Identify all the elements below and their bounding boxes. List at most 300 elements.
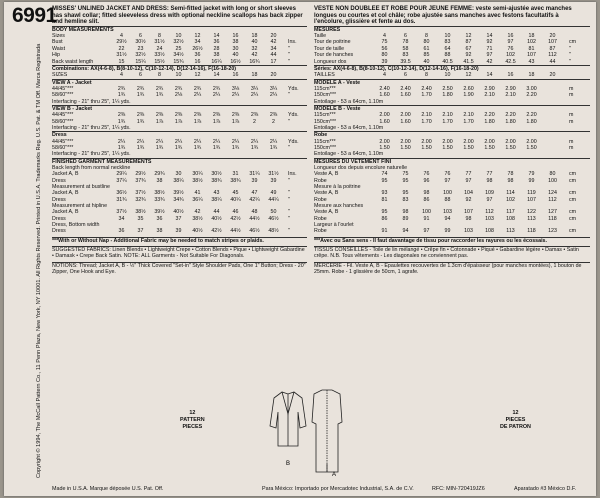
cell-value: 35: [137, 215, 144, 222]
cell-value: 8: [158, 33, 161, 40]
table-row: [314, 105, 590, 112]
french-fabrics: TISSUS CONSEILLES - Toile de lin mélangé • Crêpe fin • Cotonnade • Piqué • Gabardine légère • Damas • Satin crêpe. N.B. Tous vêtements - Les diagonales ne conviennent pas.: [314, 246, 590, 260]
cell-value: 16: [507, 72, 514, 79]
cell-value: 2.00: [484, 138, 495, 145]
unit-label: ": [569, 52, 571, 59]
cell-value: 2.00: [379, 138, 390, 145]
cell-value: 36: [118, 228, 125, 235]
cell-value: 37: [175, 215, 182, 222]
cell-value: 40¼: [230, 196, 241, 203]
unit-label: ": [288, 228, 290, 235]
cell-value: 36: [194, 52, 201, 59]
row-label: 58/60"***: [52, 144, 74, 151]
cell-value: 34¾: [173, 196, 184, 203]
row-label: Séries: AX(4-6-8), B(8-10-12), C(10-12-14), D(12-14-16), F(16-18-20): [314, 65, 479, 72]
cell-value: 1.60: [379, 92, 390, 99]
cell-value: 30½: [135, 39, 146, 46]
cell-value: 97: [423, 228, 430, 235]
cell-value: 97: [507, 39, 514, 46]
cell-value: 1.80: [505, 118, 516, 125]
unit-label: cm: [569, 228, 577, 235]
cell-value: 33½: [154, 52, 165, 59]
cell-value: 44: [549, 58, 556, 65]
cell-value: 100: [443, 190, 452, 197]
cell-value: 97: [465, 177, 472, 184]
cell-value: 14: [213, 72, 220, 79]
cell-value: 100: [548, 177, 557, 184]
unit-label: ": [288, 144, 290, 151]
cell-value: 1¾: [136, 144, 145, 151]
english-suggested-fabrics: SUGGESTED FABRICS: Linen Blends • Lightweight Crepe • Cotton Blends • Pique • Lightweight Gabardine • Damask • Crepe Back Satin. NOTE: ALL Garments - Not Suitable For Diagonals.: [52, 246, 307, 260]
row-label: 58/60"***: [52, 92, 74, 99]
row-label: Largeur à l'ourlet: [314, 222, 354, 229]
cell-value: 2¾: [117, 85, 126, 92]
cell-value: 1.60: [400, 92, 411, 99]
unit-label: ": [288, 177, 290, 184]
cell-value: 2.00: [400, 112, 411, 119]
cell-value: 2⅜: [231, 112, 240, 119]
cell-value: 38: [232, 39, 239, 46]
row-label: Dress: [52, 177, 66, 184]
table-row: [52, 26, 307, 33]
cell-value: 86: [381, 215, 388, 222]
cell-value: 124: [548, 190, 557, 197]
unit-label: ": [288, 196, 290, 203]
cell-value: 1.50: [526, 144, 537, 151]
cell-value: 98: [465, 215, 472, 222]
cell-value: 2.50: [442, 85, 453, 92]
row-label: MODELE B - Veste: [314, 105, 361, 112]
cell-value: 31½: [154, 39, 165, 46]
row-label: MESURES: [314, 26, 341, 33]
cell-value: 39½: [173, 190, 184, 197]
cell-value: 1⅞: [231, 118, 240, 125]
cell-value: 81: [381, 196, 388, 203]
cell-value: 45: [232, 190, 239, 197]
cell-value: 44: [270, 52, 277, 59]
cell-value: 83: [444, 39, 451, 46]
cell-value: 16: [507, 33, 514, 40]
row-label: Taille: [314, 33, 327, 40]
cell-value: 41.5: [463, 58, 474, 65]
table-row: [314, 79, 590, 86]
cell-value: 1.50: [421, 144, 432, 151]
cell-value: 102: [506, 196, 515, 203]
row-label: Tour de hanches: [314, 52, 354, 59]
cell-value: 16: [194, 58, 201, 65]
pieces-word-2-fr: DE PATRON: [500, 424, 531, 430]
cell-value: 2.10: [463, 112, 474, 119]
cell-value: 2.10: [505, 92, 516, 99]
cell-value: 6: [139, 72, 142, 79]
mexico-address-footer: Aparatado #3 México D.F.: [514, 486, 577, 492]
cell-value: 97: [444, 177, 451, 184]
cell-value: 94: [444, 215, 451, 222]
table-row: [52, 228, 307, 234]
cell-value: 2⅜: [250, 112, 259, 119]
french-section: [314, 6, 590, 276]
table-row: [314, 131, 590, 138]
cell-value: 30: [232, 45, 239, 52]
french-title: VESTE NON DOUBLEE ET ROBE POUR JEUNE FEMME: veste semi-ajustée avec manches longues ou courtes et col châle; robe ajustée sans manches avec festons facultatifs à l'encolure, glissière et fente au dos.: [314, 6, 572, 26]
cell-value: 2.00: [379, 112, 390, 119]
unit-label: ": [288, 215, 290, 222]
row-label: Dress: [52, 196, 66, 203]
unit-label: m: [569, 85, 574, 92]
cell-value: 1¾: [117, 144, 126, 151]
cell-value: 88: [444, 52, 451, 59]
cell-value: 15¼: [135, 58, 146, 65]
unit-label: m: [569, 92, 574, 99]
cell-value: 108: [485, 228, 494, 235]
cell-value: 40: [251, 39, 258, 46]
unit-label: cm: [569, 177, 577, 184]
cell-value: 14: [486, 72, 493, 79]
cell-value: 2⅜: [117, 112, 126, 119]
cell-value: 32½: [173, 39, 184, 46]
cell-value: 42: [270, 39, 277, 46]
row-label: Sizes: [52, 33, 65, 40]
cell-value: 2: [253, 118, 256, 125]
cell-value: 61: [423, 45, 430, 52]
unit-label: m: [569, 112, 574, 119]
cell-value: 2¼: [231, 138, 240, 145]
cell-value: 39: [270, 177, 277, 184]
cell-value: 6: [404, 72, 407, 79]
cell-value: 48: [251, 209, 258, 216]
cell-value: 46½: [249, 228, 260, 235]
cell-value: 76: [423, 171, 430, 178]
cell-value: 118: [548, 215, 557, 222]
cell-value: 17: [270, 58, 277, 65]
cell-value: 12: [194, 33, 201, 40]
cell-value: 38: [156, 228, 163, 235]
cell-value: 1.50: [463, 144, 474, 151]
cell-value: 38½: [192, 215, 203, 222]
row-label: Veste A, B: [314, 209, 339, 216]
cell-value: 1.70: [421, 118, 432, 125]
rfc-footer: RFC: MIN-720419JZ6: [432, 486, 485, 492]
cell-value: 1¾: [155, 92, 164, 99]
cell-value: 95: [381, 209, 388, 216]
cell-value: 1¾: [193, 144, 202, 151]
cell-value: 2¼: [269, 92, 278, 99]
row-label: 58/60"***: [52, 118, 74, 125]
english-footer: Made in U.S.A. Marque déposée U.S. Pat. Off.: [52, 486, 164, 492]
cell-value: 31¾: [116, 196, 127, 203]
french-notions: MERCERIE - Fil. Veste A, B - Epaulettes recouvertes de 1.3cm d'épaisseur (pour manches montées), 1 bouton de 25mm. Robe - 1 glissière de 50cm, 1 agrafe.: [314, 262, 590, 276]
cell-value: 15½: [154, 58, 165, 65]
cell-value: 2¼: [193, 138, 202, 145]
english-section: [52, 6, 307, 276]
cell-value: 38¼: [211, 196, 222, 203]
cell-value: 40: [232, 52, 239, 59]
cell-value: 42¼: [249, 196, 260, 203]
cell-value: 74: [381, 171, 388, 178]
cell-value: 80: [381, 52, 388, 59]
cell-value: 103: [443, 209, 452, 216]
pieces-word-2: PIECES: [182, 424, 203, 430]
cell-value: 64: [444, 45, 451, 52]
cell-value: 2.00: [400, 138, 411, 145]
cell-value: 23: [137, 45, 144, 52]
cell-value: 1⅞: [155, 118, 164, 125]
cell-value: 1.50: [400, 144, 411, 151]
cell-value: 14: [486, 33, 493, 40]
view-a-label: A: [332, 472, 337, 478]
row-label: VIEW B - Jacket: [52, 105, 93, 112]
cell-value: 37½: [116, 209, 127, 216]
row-label: Back waist length: [52, 58, 94, 65]
cell-value: 31¼: [249, 171, 260, 178]
cell-value: 16½: [230, 58, 241, 65]
cell-value: 2¾: [193, 85, 202, 92]
cell-value: 8: [425, 33, 428, 40]
row-label: Jacket A, B: [52, 171, 79, 178]
cell-value: 1⅞: [212, 118, 221, 125]
cell-value: 3⅛: [231, 85, 240, 92]
cell-value: 29½: [135, 171, 146, 178]
cell-value: 37¾: [135, 177, 146, 184]
cell-value: 102: [506, 52, 515, 59]
row-label: Entoilage - 53 a 64cm, 1.10m: [314, 124, 384, 131]
cell-value: 95: [402, 190, 409, 197]
cell-value: 2.00: [463, 138, 474, 145]
row-label: Entoilage - 53 a 64cm, 1.10m: [314, 98, 384, 105]
cell-value: 38¼: [173, 177, 184, 184]
cell-value: 31½: [116, 52, 127, 59]
row-label: 115cm***: [314, 112, 336, 119]
cell-value: 38½: [154, 190, 165, 197]
cell-value: 4: [120, 33, 123, 40]
cell-value: 87: [549, 45, 556, 52]
row-label: VIEW A - Jacket: [52, 79, 92, 86]
cell-value: 40½: [211, 215, 222, 222]
cell-value: 2.10: [484, 92, 495, 99]
cell-value: 36¼: [192, 196, 203, 203]
row-label: 115cm***: [314, 138, 336, 145]
cell-value: 6: [404, 33, 407, 40]
cell-value: 2¼: [212, 92, 221, 99]
row-label: 150cm***: [314, 92, 337, 99]
cell-value: 67: [465, 45, 472, 52]
cell-value: 107: [527, 196, 536, 203]
cell-value: 1.50: [442, 144, 453, 151]
unit-label: m: [569, 118, 574, 125]
row-label: 44/45"***: [52, 112, 74, 119]
cell-value: 2.20: [505, 112, 516, 119]
french-nap-note: ***Avec ou Sans sens - Il faut davantage de tissu pour raccorder les rayures ou les écossais.: [314, 237, 590, 244]
cell-value: 1¾: [269, 144, 278, 151]
pieces-number: 12: [189, 410, 196, 416]
cell-value: 2¼: [250, 92, 259, 99]
cell-value: 100: [422, 209, 431, 216]
row-label: Back length from normal neckline: [52, 165, 131, 171]
cell-value: 107: [527, 52, 536, 59]
cell-value: 2⅛: [174, 92, 183, 99]
row-label: 44/45"***: [52, 138, 74, 145]
table-row: [52, 131, 307, 138]
cell-value: 94: [402, 228, 409, 235]
cell-value: 2¼: [136, 138, 145, 145]
unit-label: Yds.: [288, 85, 299, 92]
cell-value: 16¼: [211, 58, 222, 65]
cell-value: 1.50: [484, 144, 495, 151]
unit-label: cm: [569, 209, 577, 216]
cell-value: 16: [232, 72, 239, 79]
cell-value: 85: [423, 52, 430, 59]
row-label: TAILLES: [314, 72, 335, 79]
cell-value: 107: [548, 39, 557, 46]
cell-value: 32: [251, 45, 258, 52]
pieces-word-1-fr: PIECES: [505, 417, 526, 423]
cell-value: 2¾: [136, 85, 145, 92]
row-label: Waist: [52, 45, 66, 52]
cell-value: 2.90: [505, 85, 516, 92]
row-label: Interfacing - 21" thru 25", 1¼ yds.: [52, 98, 131, 105]
cell-value: 39.5: [400, 58, 411, 65]
cell-value: 76: [507, 45, 514, 52]
cell-value: 15: [118, 58, 125, 65]
cell-value: 39: [251, 177, 258, 184]
cell-value: 36: [213, 39, 220, 46]
cell-value: 86: [423, 196, 430, 203]
cell-value: 1.70: [421, 92, 432, 99]
cell-value: 71: [486, 45, 493, 52]
cell-value: 2.00: [505, 138, 516, 145]
cell-value: 8: [425, 72, 428, 79]
cell-value: 77: [486, 171, 493, 178]
patron-pieces-count: [500, 410, 531, 431]
cell-value: 1.70: [463, 118, 474, 125]
cell-value: 2⅜: [155, 112, 164, 119]
cell-value: 36: [156, 215, 163, 222]
cell-value: 25: [175, 45, 182, 52]
cell-value: 2.40: [421, 85, 432, 92]
table-row: [314, 26, 590, 33]
cell-value: 6: [139, 33, 142, 40]
row-label: 115cm***: [314, 85, 336, 92]
pattern-pieces-count: [180, 410, 205, 431]
cell-value: 104: [464, 190, 473, 197]
cell-value: 91: [423, 215, 430, 222]
unit-label: ": [569, 58, 571, 65]
cell-value: 44: [213, 209, 220, 216]
cell-value: 1¾: [174, 144, 183, 151]
unit-label: cm: [569, 196, 577, 203]
cell-value: 8: [158, 72, 161, 79]
cell-value: 32¾: [135, 196, 146, 203]
cell-value: 16¾: [249, 58, 260, 65]
unit-label: ": [288, 92, 290, 99]
cell-value: 29¼: [116, 171, 127, 178]
cell-value: 1.80: [484, 118, 495, 125]
unit-label: Yds.: [288, 138, 299, 145]
cell-value: 14: [213, 33, 220, 40]
cell-value: 87: [465, 39, 472, 46]
cell-value: 78: [507, 171, 514, 178]
table-row: [314, 65, 590, 72]
cell-value: 10: [175, 33, 182, 40]
cell-value: 96: [423, 177, 430, 184]
cell-value: 2¼: [269, 138, 278, 145]
cell-value: 2⅜: [269, 112, 278, 119]
cell-value: 44½: [230, 228, 241, 235]
cell-value: 38½: [192, 177, 203, 184]
row-label: Measurement at hipline: [52, 203, 108, 210]
unit-label: ": [288, 52, 290, 59]
cell-value: 49: [270, 190, 277, 197]
cell-value: 18: [528, 33, 535, 40]
cell-value: 47: [251, 190, 258, 197]
row-label: BODY MEASUREMENTS: [52, 26, 114, 33]
cell-value: 39½: [154, 209, 165, 216]
row-label: 150cm***: [314, 144, 337, 151]
cell-value: 42½: [211, 228, 222, 235]
unit-label: ": [569, 45, 571, 52]
cell-value: 91: [381, 228, 388, 235]
cell-value: 16: [232, 33, 239, 40]
cell-value: 1⅞: [193, 118, 202, 125]
cell-value: 95: [402, 177, 409, 184]
cell-value: 1.70: [442, 118, 453, 125]
cell-value: 2.40: [379, 85, 390, 92]
cell-value: 2¼: [212, 138, 221, 145]
cell-value: 10: [444, 72, 451, 79]
cell-value: 113: [527, 215, 536, 222]
cell-value: 30: [175, 171, 182, 178]
cell-value: 12: [465, 33, 472, 40]
cell-value: 2¼: [231, 92, 240, 99]
cell-value: 119: [527, 190, 536, 197]
cell-value: 1¾: [231, 144, 240, 151]
cell-value: 97: [486, 196, 493, 203]
cell-value: 75: [381, 39, 388, 46]
cell-value: 29½: [116, 39, 127, 46]
cell-value: 20: [549, 33, 556, 40]
cell-value: 40½: [173, 209, 184, 216]
row-label: MODELE A - Veste: [314, 79, 361, 86]
cell-value: 83: [402, 196, 409, 203]
cell-value: 112: [548, 196, 557, 203]
cell-value: 1.50: [505, 144, 516, 151]
table-row: [52, 79, 307, 86]
unit-label: m: [569, 138, 574, 145]
cell-value: 2.20: [526, 92, 537, 99]
cell-value: 99: [528, 177, 535, 184]
cell-value: 113: [506, 228, 515, 235]
view-b-label: B: [286, 461, 291, 467]
table-row: [52, 65, 307, 72]
cell-value: 30¼: [192, 171, 203, 178]
cell-value: 34: [194, 39, 201, 46]
cell-value: 123: [548, 228, 557, 235]
english-nap-note: ***With or Without Nap - Additional Fabric may be needed to match stripes or plaids.: [52, 237, 307, 244]
cell-value: 1¾: [155, 144, 164, 151]
row-label: Dress, Bottom width: [52, 222, 100, 229]
cell-value: 3.00: [526, 85, 537, 92]
cell-value: 38½: [135, 209, 146, 216]
cell-value: 34: [118, 215, 125, 222]
copyright-sidebar: [26, 43, 42, 488]
cell-value: 39: [381, 58, 388, 65]
cell-value: 1.50: [379, 144, 390, 151]
cell-value: 80: [423, 39, 430, 46]
cell-value: 112: [548, 52, 557, 59]
cell-value: 2⅜: [212, 112, 221, 119]
unit-label: ": [288, 58, 290, 65]
cell-value: 2.90: [484, 85, 495, 92]
